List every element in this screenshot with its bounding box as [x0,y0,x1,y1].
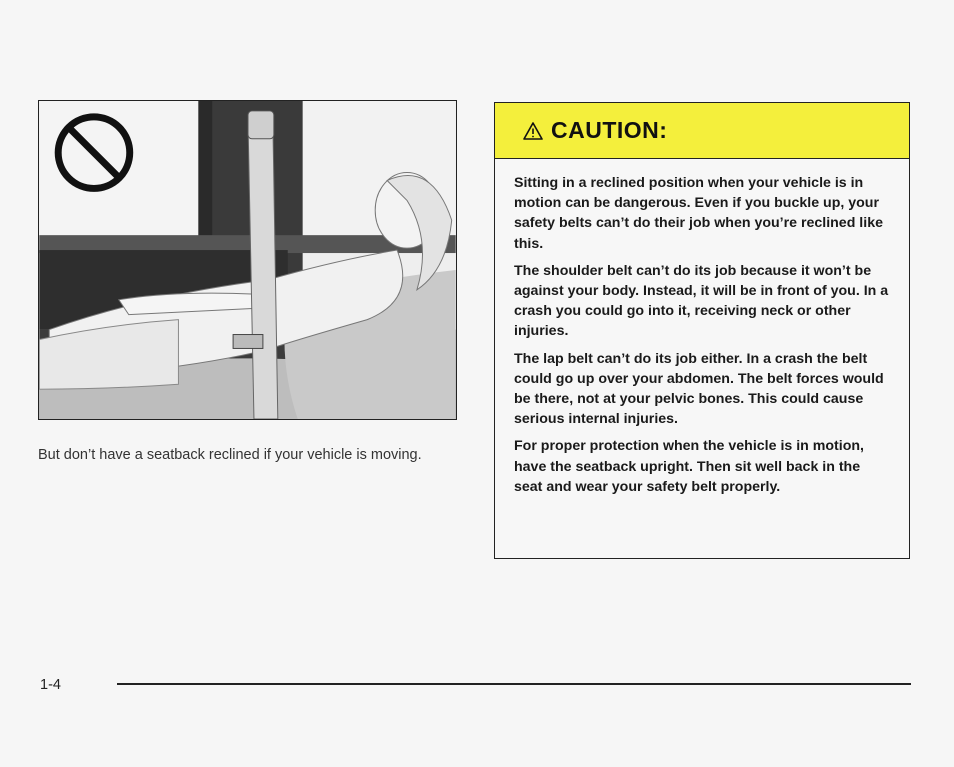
caution-header [495,103,909,159]
caution-paragraph: For proper protection when the vehicle is in motion, have the seatback upright. Then sit well back in the seat and wear your safety belt properly. [514,438,864,495]
caution-paragraph: Sitting in a reclined position when your vehicle is in motion can be dangerous. Even if you buckle up, your safety belts can’t do their job when you’re reclined like this. [514,175,883,252]
footer-divider [117,683,911,685]
caution-body [495,159,909,497]
caution-paragraph: The shoulder belt can’t do its job because it won’t be against your body. Instead, it will be in front of you. In a crash you could go into it, receiving neck or other injuries. [514,262,889,340]
reclined-passenger-illustration [38,100,457,420]
illustration-caption: But don’t have a seatback reclined if your vehicle is moving. [38,447,422,463]
caution-title: CAUTION: [551,117,668,143]
page-number: 1-4 [40,677,61,693]
caution-box [494,102,910,559]
warning-triangle-icon [523,122,543,140]
caution-paragraph: The lap belt can’t do its job either. In a crash the belt could go up over your abdomen. The belt forces would be there, not at your pelvic bones. This could cause serious internal injuries. [514,350,884,428]
